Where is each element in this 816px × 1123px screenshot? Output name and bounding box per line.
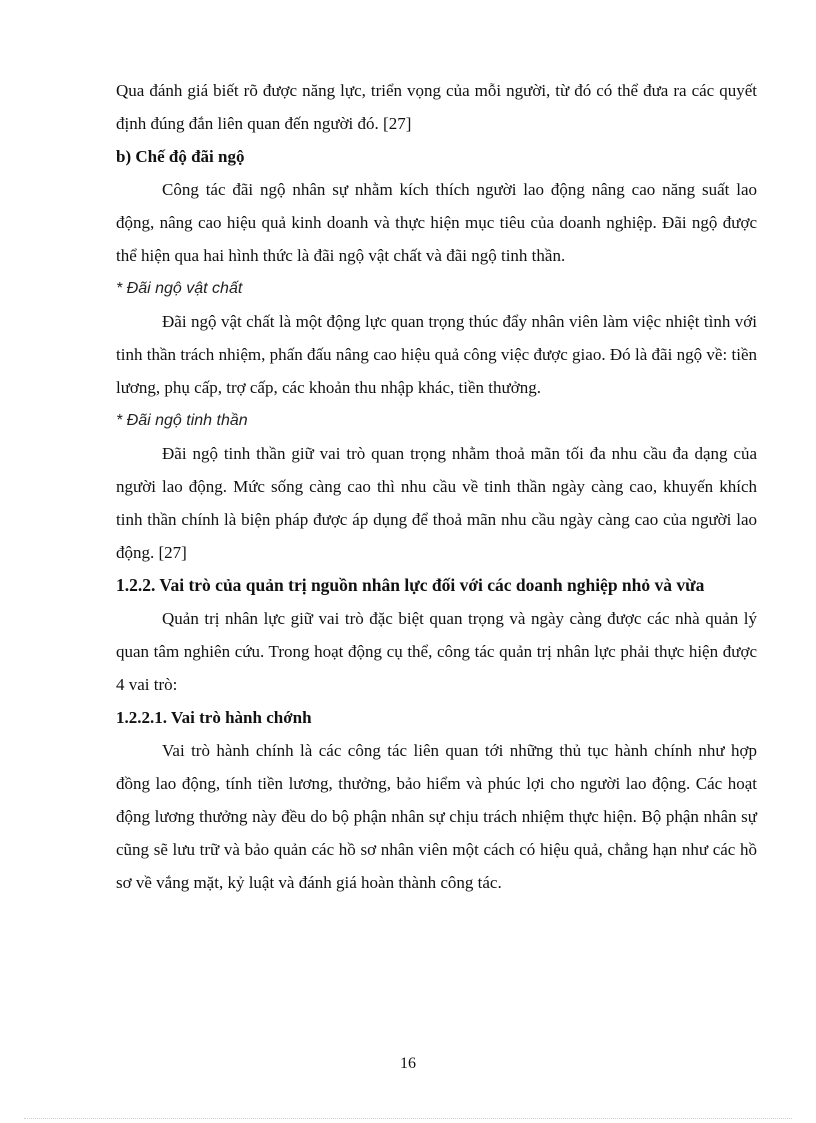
subheading-spiritual: * Đãi ngộ tinh thần <box>116 412 248 429</box>
paragraph-material: Đãi ngộ vật chất là một động lực quan trọng thúc đẩy nhân viên làm việc nhiệt tình với tinh thần trách nhiệm, phấn đấu nâng cao hiệu quả công việc được giao. Đó là đãi ngộ về: tiền lương, phụ cấp, trợ cấp, các khoản thu nhập khác, tiền thưởng. <box>116 312 757 397</box>
document-body <box>116 74 757 899</box>
subheading-material: * Đãi ngộ vật chất <box>116 280 243 297</box>
page-number: 16 <box>400 1055 416 1072</box>
heading-compensation: b) Chế độ đãi ngộ <box>116 147 245 166</box>
paragraph-roles: Quản trị nhân lực giữ vai trò đặc biệt quan trọng và ngày càng được các nhà quản lý quan tâm nghiên cứu. Trong hoạt động cụ thể, công tác quản trị nhân lực phải thực hiện được 4 vai trò: <box>116 609 757 694</box>
paragraph-compensation: Công tác đãi ngộ nhân sự nhằm kích thích người lao động nâng cao năng suất lao động, nâng cao hiệu quả kinh doanh và thực hiện mục tiêu của doanh nghiệp. Đãi ngộ được thể hiện qua hai hình thức là đãi ngộ vật chất và đãi ngộ tinh thần. <box>116 180 757 265</box>
paragraph-admin-role: Vai trò hành chính là các công tác liên quan tới những thủ tục hành chính như hợp đồng lao động, tính tiền lương, thưởng, bảo hiểm và phúc lợi cho người lao động. Các hoạt động lương thưởng này đều do bộ phận nhân sự chịu trách nhiệm thực hiện. Bộ phận nhân sự cũng sẽ lưu trữ và bảo quản các hồ sơ nhân viên một cách có hiệu quả, chẳng hạn như các hồ sơ về vắng mặt, kỷ luật và đánh giá hoàn thành công tác. <box>116 741 757 892</box>
footer-divider <box>24 1118 792 1119</box>
heading-section-1-2-2: 1.2.2. Vai trò của quản trị nguồn nhân lực đối với các doanh nghiệp nhỏ và vừa <box>116 575 705 595</box>
heading-section-1-2-2-1: 1.2.2.1. Vai trò hành chớnh <box>116 708 312 727</box>
paragraph-spiritual: Đãi ngộ tinh thần giữ vai trò quan trọng nhằm thoả mãn tối đa nhu cầu đa dạng của người lao động. Mức sống càng cao thì nhu cầu về tinh thần ngày càng cao, khuyến khích tinh thần chính là biện pháp được áp dụng để thoả mãn nhu cầu ngày càng cao của người lao động. [27] <box>116 444 757 562</box>
paragraph-intro: Qua đánh giá biết rõ được năng lực, triển vọng của mỗi người, từ đó có thể đưa ra các quyết định đúng đắn liên quan đến người đó. [27] <box>116 81 757 133</box>
